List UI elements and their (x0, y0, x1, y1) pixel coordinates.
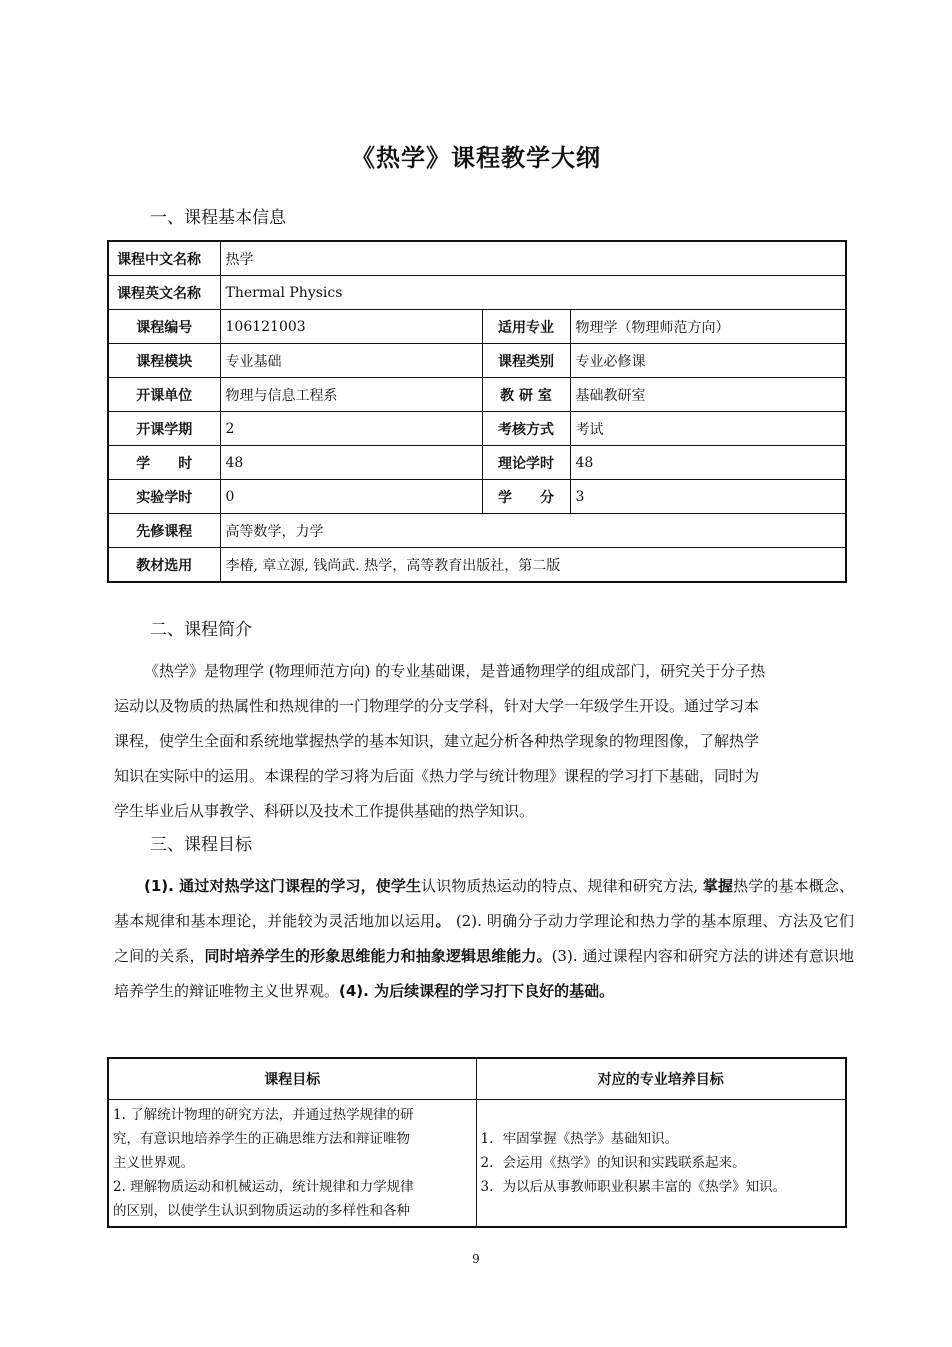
theory-label: 理论学时 (482, 446, 570, 480)
objectives-paragraph (114, 869, 854, 1009)
course-goal-line: 的区别，以使学生认识到物质运动的多样性和各种 (113, 1203, 410, 1219)
goal-mapping-table (107, 1057, 847, 1228)
en-name-label: 课程英文名称 (108, 276, 220, 310)
en-name-value: Thermal Physics (220, 276, 846, 310)
assess-value: 考试 (570, 412, 846, 446)
cn-name-label: 课程中文名称 (108, 241, 220, 276)
objectives-text (114, 869, 854, 1009)
code-label: 课程编号 (108, 310, 220, 344)
objective-text: 基本概念、基本规律和基本理论，并能较为灵活地加以运用 (114, 877, 854, 930)
table-row (108, 514, 846, 548)
objective-bold: (1). 通过对热学这门课程的学习，使学生 (144, 877, 422, 895)
credit-value: 3 (570, 480, 846, 514)
intro-line: 《热学》是物理学 (物理师范方向) 的专业基础课，是普通物理学的组成部门，研究关于分子热 (144, 662, 766, 680)
theory-value: 48 (570, 446, 846, 480)
program-goal-line: 3．为以后从事教师职业积累丰富的《热学》知识。 (480, 1179, 787, 1195)
office-label: 教 研 室 (482, 378, 570, 412)
lab-label: 实验学时 (108, 480, 220, 514)
table-row (108, 310, 846, 344)
objective-text: 认识物质热运动的特点、规律和研究方法, (421, 877, 698, 895)
dept-label: 开课单位 (108, 378, 220, 412)
intro-paragraph (114, 654, 854, 829)
objective-text: (2). 明确分子动力学理论和热力学的基 (455, 912, 717, 930)
objective-bold: 。 (435, 912, 451, 930)
type-label: 课程类别 (482, 344, 570, 378)
objective-bold: 同时培养学生的形象思维能力和抽象逻辑思维能力。 (204, 947, 552, 965)
module-value: 专业基础 (220, 344, 482, 378)
hours-value: 48 (220, 446, 482, 480)
prereq-label: 先修课程 (108, 514, 220, 548)
table-row (108, 241, 846, 276)
table-row (108, 548, 846, 583)
program-goal-line: 2．会运用《热学》的知识和实践联系起来。 (480, 1155, 746, 1171)
prereq-value: 高等数学，力学 (220, 514, 846, 548)
course-goal-line: 1. 了解统计物理的研究方法，并通过热学规律的研 (113, 1107, 414, 1123)
section-heading-objectives: 三、课程目标 (150, 835, 252, 855)
program-goal-cell (476, 1100, 846, 1228)
assess-label: 考核方式 (482, 412, 570, 446)
objective-text: 内容和研究方法的讲述有意识地培养学生的辩证唯物主义世界观。 (114, 947, 854, 1000)
office-value: 基础教研室 (570, 378, 846, 412)
objective-text: (3). 通过课程 (551, 947, 643, 965)
objective-bold: (4). 为后续课程的学习打下良好的 (339, 982, 570, 1000)
course-info-table (107, 240, 847, 583)
code-value: 106121003 (220, 310, 482, 344)
objective-bold: 掌握 (702, 877, 734, 895)
course-goal-cell (108, 1100, 476, 1228)
goal-header-course: 课程目标 (108, 1058, 476, 1100)
course-goal-line: 究，有意识地培养学生的正确思维方法和辩证唯物 (113, 1131, 410, 1147)
table-row (108, 276, 846, 310)
table-row (108, 1100, 846, 1228)
program-goal-line: 1．牢固掌握《热学》基础知识。 (480, 1131, 679, 1147)
course-goal-line: 2. 理解物质运动和机械运动，统计规律和力学规律 (113, 1179, 414, 1195)
table-header-row (108, 1058, 846, 1100)
credit-label: 学 分 (482, 480, 570, 514)
goal-header-program: 对应的专业培养目标 (476, 1058, 846, 1100)
textbook-value: 李椿, 章立源, 钱尚武. 热学，高等教育出版社，第二版 (220, 548, 846, 583)
course-goal-line: 主义世界观。 (113, 1155, 194, 1171)
objective-bold: 基础。 (569, 982, 615, 1000)
intro-line: 运动以及物质的热属性和热规律的一门物理学的分支学科，针对大学一年级学生开设。通过学习本 (114, 697, 760, 715)
page-title: 《热学》课程教学大纲 (351, 144, 601, 172)
page-number: 9 (472, 1252, 480, 1266)
table-row (108, 412, 846, 446)
table-row (108, 378, 846, 412)
type-value: 专业必修课 (570, 344, 846, 378)
section-heading-basic-info: 一、课程基本信息 (150, 208, 286, 228)
table-row (108, 480, 846, 514)
cn-name-value: 热学 (220, 241, 846, 276)
hours-label: 学 时 (108, 446, 220, 480)
section-heading-intro: 二、课程简介 (150, 620, 252, 640)
table-row (108, 344, 846, 378)
objective-text: 本原理、方法及它们之间的关系， (114, 912, 854, 965)
major-label: 适用专业 (482, 310, 570, 344)
lab-value: 0 (220, 480, 482, 514)
term-label: 开课学期 (108, 412, 220, 446)
table-row (108, 446, 846, 480)
intro-line: 课程，使学生全面和系统地掌握热学的基本知识，建立起分析各种热学现象的物理图像，了解热学 (114, 732, 760, 750)
term-value: 2 (220, 412, 482, 446)
intro-line: 学生毕业后从事教学、科研以及技术工作提供基础的热学知识。 (114, 802, 535, 820)
module-label: 课程模块 (108, 344, 220, 378)
dept-value: 物理与信息工程系 (220, 378, 482, 412)
intro-line: 知识在实际中的运用。本课程的学习将为后面《热力学与统计物理》课程的学习打下基础，同时为 (114, 767, 760, 785)
textbook-label: 教材选用 (108, 548, 220, 583)
objective-text: 热学的 (733, 877, 779, 895)
major-value: 物理学（物理师范方向） (570, 310, 846, 344)
